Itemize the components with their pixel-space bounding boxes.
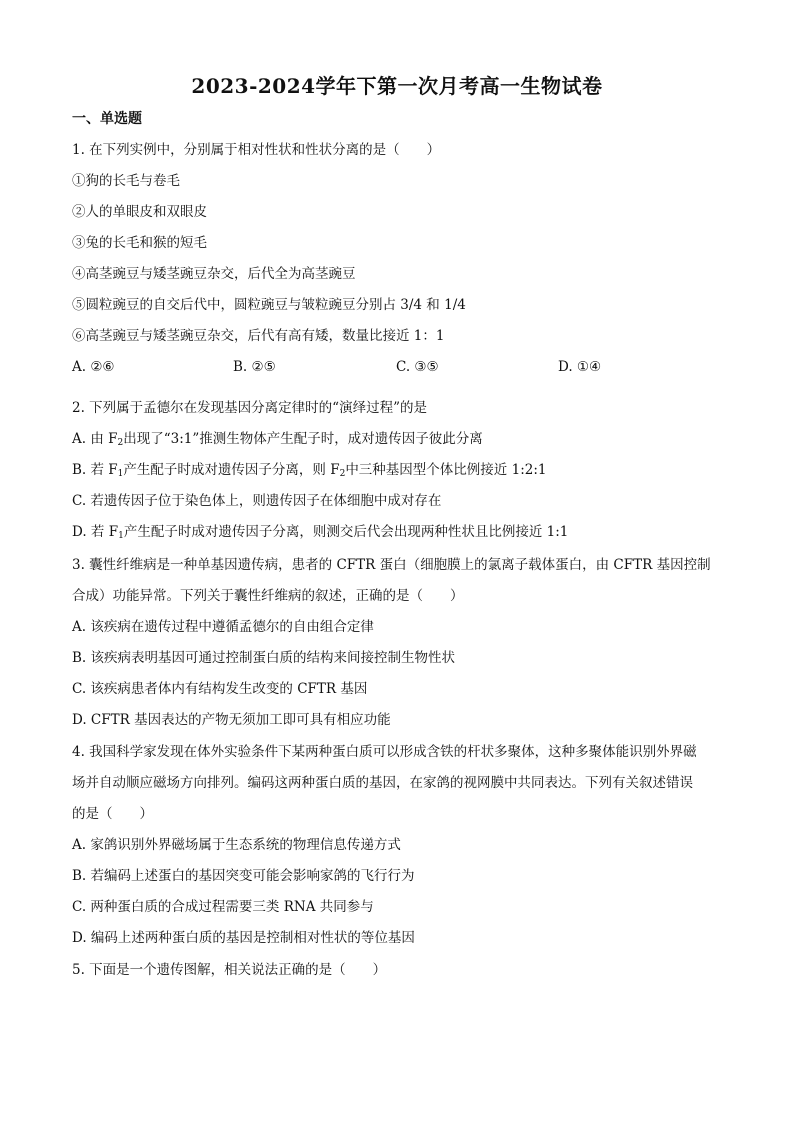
question-4-option-a: A. 家鸽识别外界磁场属于生态系统的物理信息传递方式	[72, 837, 401, 853]
question-1-option-a: A. ②⑥	[72, 359, 115, 375]
question-4-option-c: C. 两种蛋白质的合成过程需要三类 RNA 共同参与	[72, 899, 374, 915]
question-4-stem: 的是（ ）	[72, 806, 153, 822]
question-3-option-b: B. 该疾病表明基因可通过控制蛋白质的结构来间接控制生物性状	[72, 650, 456, 666]
question-1-item: ③兔的长毛和猴的短毛	[72, 235, 207, 251]
question-3-option-d: D. CFTR 基因表达的产物无须加工即可具有相应功能	[72, 712, 391, 728]
question-3-stem: 3. 囊性纤维病是一种单基因遗传病，患者的 CFTR 蛋白（细胞膜上的氯离子载体蛋白，由 CFTR 基因控制	[72, 557, 711, 573]
question-4-option-b: B. 若编码上述蛋白的基因突变可能会影响家鸽的飞行行为	[72, 868, 415, 884]
question-4-stem: 场并自动顺应磁场方向排列。编码这两种蛋白质的基因，在家鸽的视网膜中共同表达。下列有关叙述错误	[72, 775, 693, 791]
question-1-item: ②人的单眼皮和双眼皮	[72, 204, 207, 220]
question-1-option-d: D. ①④	[558, 359, 602, 375]
question-3-stem: 合成）功能异常。下列关于囊性纤维病的叙述，正确的是（ ）	[72, 588, 464, 604]
question-1-stem: 1. 在下列实例中，分别属于相对性状和性状分离的是（ ）	[72, 142, 441, 158]
question-1-option-b: B. ②⑤	[233, 359, 276, 375]
question-2-option-c: C. 若遗传因子位于染色体上，则遗传因子在体细胞中成对存在	[72, 493, 442, 509]
section-heading: 一、单选题	[72, 111, 142, 127]
question-2-stem: 2. 下列属于孟德尔在发现基因分离定律时的“演绎过程”的是	[72, 400, 427, 416]
question-1-item: ⑥高茎豌豆与矮茎豌豆杂交，后代有高有矮，数量比接近 1：1	[72, 328, 445, 344]
page-title: 2023-2024学年下第一次月考高一生物试卷	[191, 74, 603, 98]
question-1-item: ④高茎豌豆与矮茎豌豆杂交，后代全为高茎豌豆	[72, 266, 356, 282]
question-2-option-a: A. 由 $F_2$出现了“3:1”推测生物体产生配子时，成对遗传因子彼此分离	[72, 431, 483, 448]
question-5-stem: 5. 下面是一个遗传图解，相关说法正确的是（ ）	[72, 962, 387, 978]
question-3-option-c: C. 该疾病患者体内有结构发生改变的 CFTR 基因	[72, 681, 368, 697]
question-1-option-c: C. ③⑤	[396, 359, 439, 375]
question-1-item: ①狗的长毛与卷毛	[72, 173, 180, 189]
question-4-option-d: D. 编码上述两种蛋白质的基因是控制相对性状的等位基因	[72, 930, 415, 946]
question-2-option-d: D. 若 $F_1$产生配子时成对遗传因子分离，则测交后代会出现两种性状且比例接近 1:1	[72, 524, 569, 541]
question-3-option-a: A. 该疾病在遗传过程中遵循孟德尔的自由组合定律	[72, 619, 374, 635]
question-2-option-b: B. 若 $F_1$产生配子时成对遗传因子分离，则 $F_2$中三种基因型个体比例接近 1:2:1	[72, 462, 547, 479]
question-1-item: ⑤圆粒豌豆的自交后代中，圆粒豌豆与皱粒豌豆分别占 3/4 和 1/4	[72, 297, 466, 313]
question-4-stem: 4. 我国科学家发现在体外实验条件下某两种蛋白质可以形成含铁的杆状多聚体，这种多聚体能识别外界磁	[72, 744, 697, 760]
